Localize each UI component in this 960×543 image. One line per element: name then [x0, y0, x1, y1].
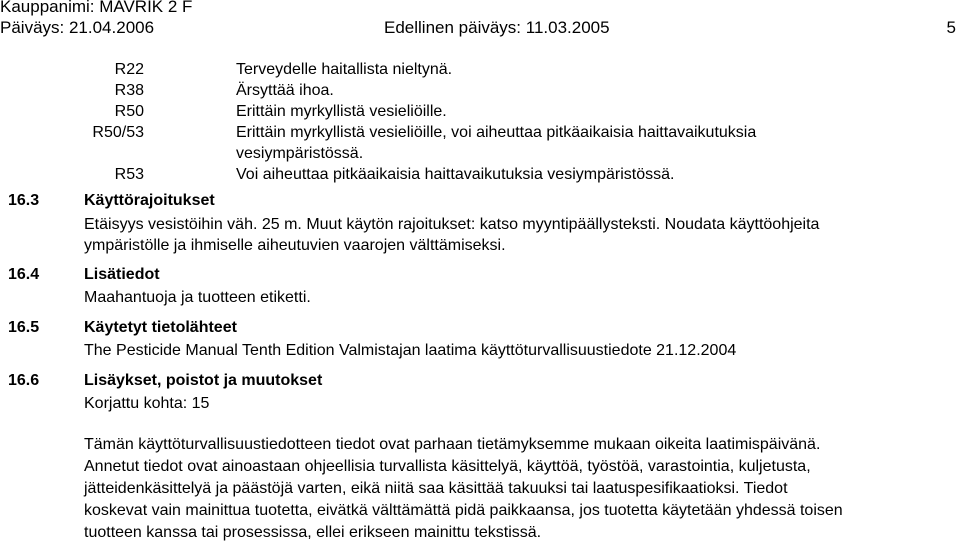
- section-title: Käytetyt tietolähteet: [84, 319, 237, 336]
- section-number: 16.4: [8, 266, 40, 283]
- risk-code: R38: [114, 82, 144, 99]
- risk-code: R50: [114, 103, 144, 120]
- risk-code: R22: [114, 61, 144, 78]
- disclaimer-line: Annetut tiedot ovat ainoastaan ohjeellisia turvallista käsittelyä, käyttöä, työstöä, varastointia, kuljetusta,: [84, 458, 811, 475]
- risk-text: Terveydelle haitallista nieltynä.: [236, 61, 453, 78]
- section-text: The Pesticide Manual Tenth Edition Valmistajan laatima käyttöturvallisuustiedote 21.12.2004: [84, 342, 737, 359]
- section-title: Lisäykset, poistot ja muutokset: [84, 372, 323, 389]
- page-number: 5: [946, 18, 956, 37]
- risk-text: Ärsyttää ihoa.: [236, 82, 334, 99]
- disclaimer-line: tuotteen kanssa tai prosessissa, ellei erikseen mainittu tekstissä.: [84, 524, 542, 541]
- section-text: Korjattu kohta: 15: [84, 395, 210, 412]
- section-text: Etäisyys vesistöihin väh. 25 m. Muut käytön rajoitukset: katso myyntipäällysteksti. Noudata käyttöohjeita: [84, 216, 820, 233]
- disclaimer-line: jätteidenkäsittelyä ja päästöjä varten, eikä niitä saa käsittää takuuksi tai laatuspesifikaatioksi. Tiedot: [84, 480, 788, 497]
- risk-text: Erittäin myrkyllistä vesieliöille.: [236, 103, 447, 120]
- disclaimer-line: koskevat vain mainittua tuotetta, eivätkä välttämättä pidä paikkaansa, jos tuotetta käytetään yhdessä toisen: [84, 502, 843, 519]
- section-title: Lisätiedot: [84, 266, 160, 283]
- header-previous-date: Edellinen päiväys: 11.03.2005: [384, 18, 610, 37]
- header-company: Kauppanimi: MAVRIK 2 F: [0, 0, 193, 16]
- risk-code: R53: [114, 166, 144, 183]
- section-text: ympäristölle ja ihmiselle aiheutuvien vaarojen välttämiseksi.: [84, 237, 506, 254]
- risk-text-continuation: vesiympäristössä.: [236, 145, 364, 162]
- disclaimer-line: Tämän käyttöturvallisuustiedotteen tiedot ovat parhaan tietämyksemme mukaan oikeita laatimispäivänä.: [84, 436, 821, 453]
- risk-text: Erittäin myrkyllistä vesieliöille, voi aiheuttaa pitkäaikaisia haittavaikutuksia: [236, 124, 757, 141]
- section-title: Käyttörajoitukset: [84, 192, 215, 209]
- header-date: Päiväys: 21.04.2006: [0, 18, 155, 37]
- section-text: Maahantuoja ja tuotteen etiketti.: [84, 289, 311, 306]
- section-number: 16.5: [8, 319, 40, 336]
- section-number: 16.6: [8, 372, 40, 389]
- section-number: 16.3: [8, 192, 40, 209]
- risk-text: Voi aiheuttaa pitkäaikaisia haittavaikutuksia vesiympäristössä.: [236, 166, 675, 183]
- risk-code: R50/53: [92, 124, 144, 141]
